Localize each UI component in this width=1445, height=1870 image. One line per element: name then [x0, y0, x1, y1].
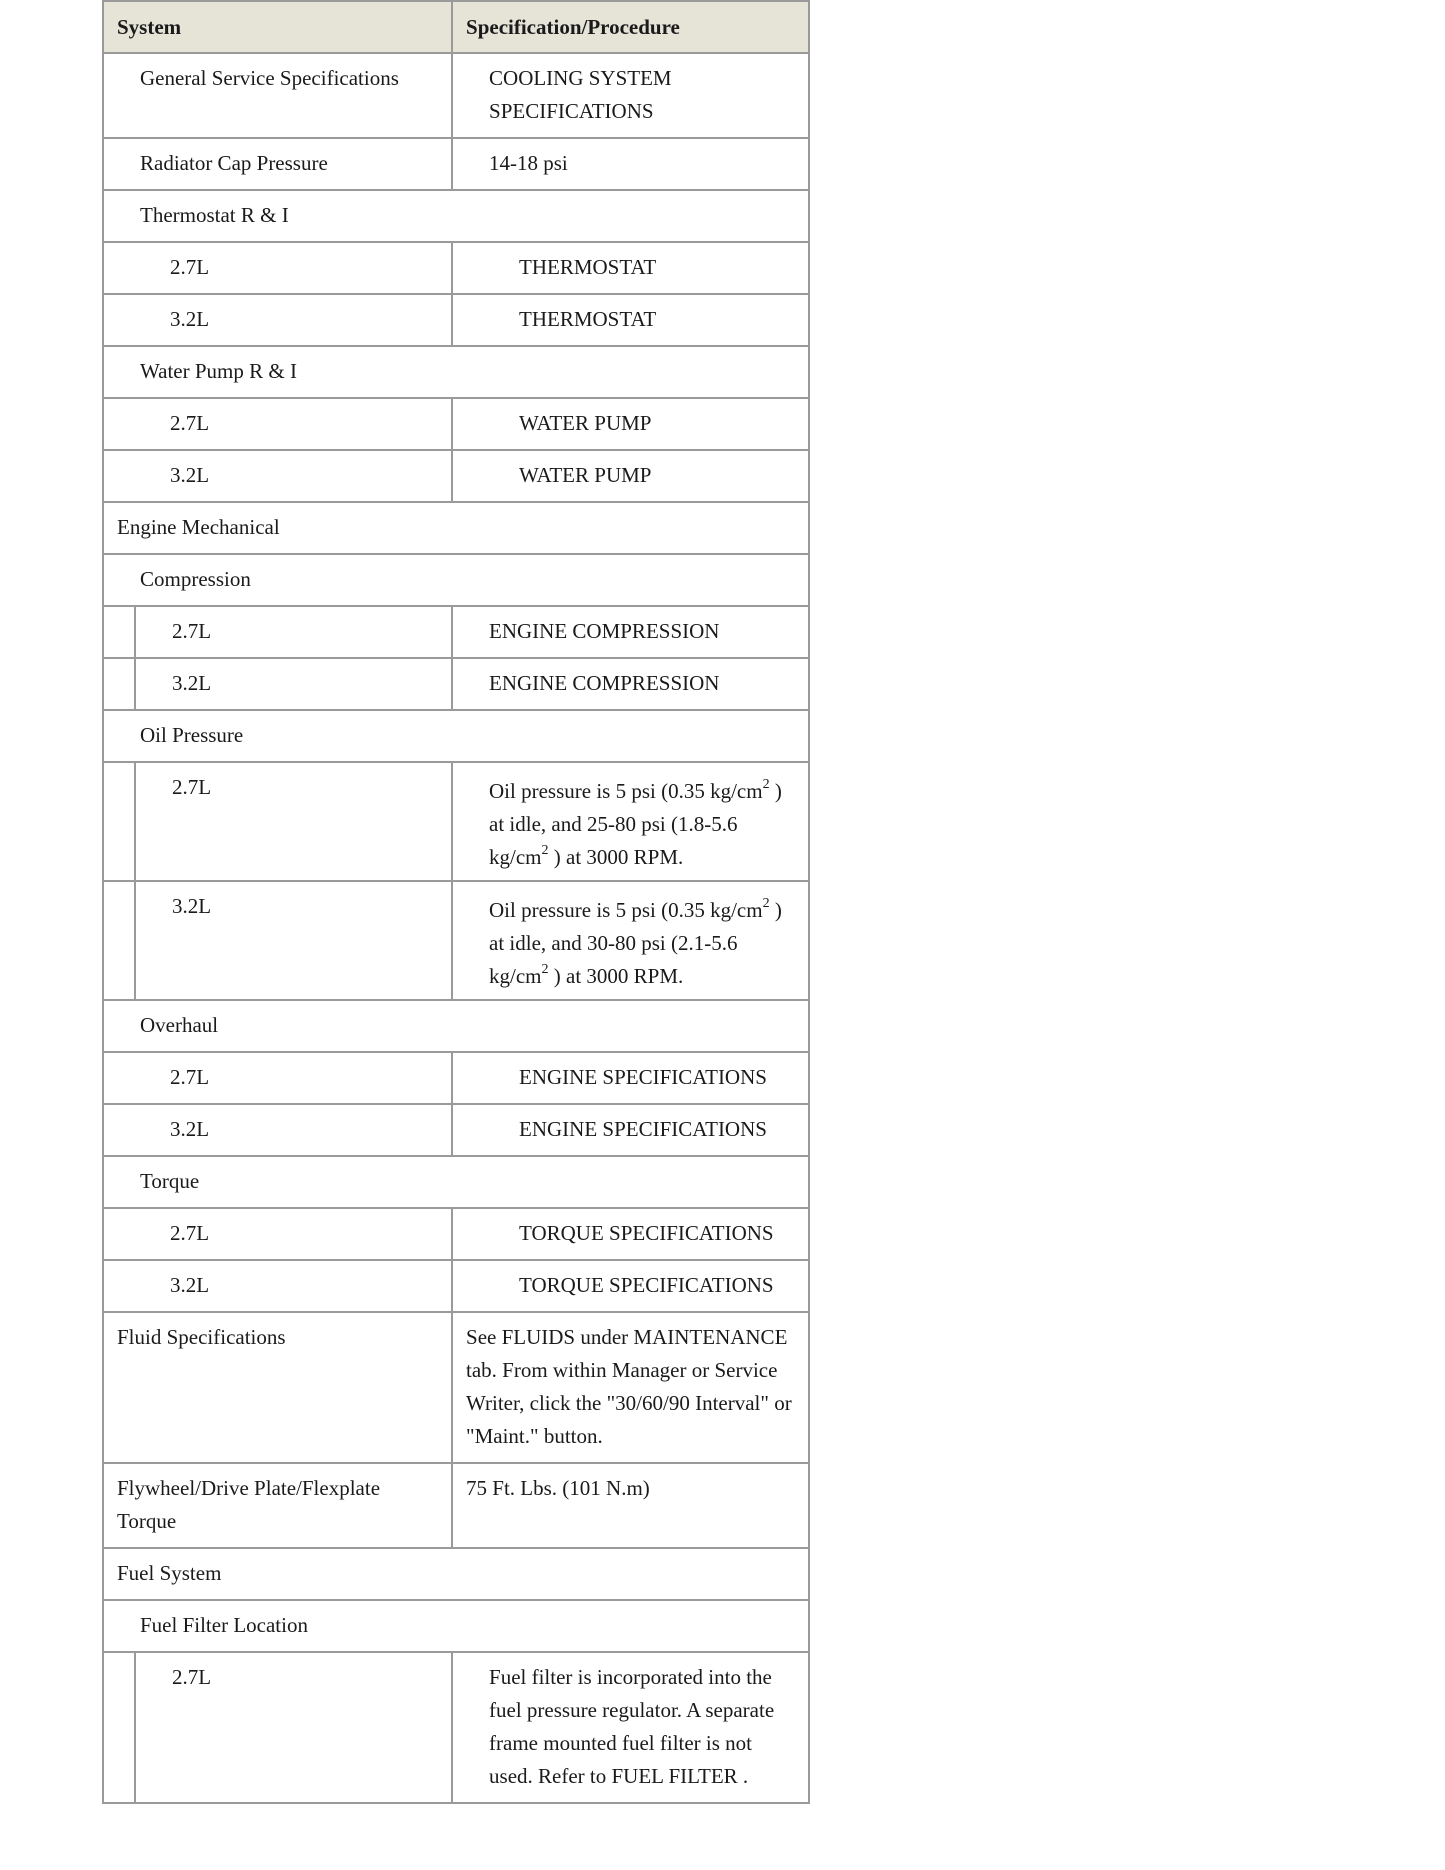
row-label-torque-2-7l: 2.7L [170, 1221, 210, 1245]
value-radiator-cap-pressure: 14-18 psi [489, 151, 568, 175]
link-thermostat-3-2l[interactable]: THERMOSTAT [519, 307, 657, 331]
oil-sup-b: 2 [541, 843, 549, 858]
table-row [103, 53, 809, 138]
indent-stub [103, 881, 135, 1000]
table-row [103, 1208, 809, 1260]
table-section-row [103, 502, 809, 554]
table-row [103, 242, 809, 294]
oil-sup-a: 2 [762, 777, 770, 792]
row-label-oil-3-2l: 3.2L [172, 894, 212, 918]
table-row [103, 1463, 809, 1548]
section-engine-mechanical: Engine Mechanical [117, 515, 280, 539]
row-label-fluid-specs: Fluid Specifications [117, 1325, 286, 1349]
table-row [103, 294, 809, 346]
row-label-overhaul-2-7l: 2.7L [170, 1065, 210, 1089]
table-row [103, 1260, 809, 1312]
table-section-row [103, 1548, 809, 1600]
indent-stub [103, 762, 135, 881]
table-row [103, 606, 809, 658]
row-label-oil-2-7l: 2.7L [172, 775, 212, 799]
oil-text-b: ) at idle, and 30-80 psi (2.1-5.6 kg/cm [489, 898, 782, 988]
indent-stub [103, 606, 135, 658]
oil-sup-b: 2 [541, 962, 549, 977]
row-label-radiator-cap: Radiator Cap Pressure [140, 151, 328, 175]
link-engine-compression-3-2l[interactable]: ENGINE COMPRESSION [489, 671, 720, 695]
value-fuel-filter-2-7l: Fuel filter is incorporated into the fuel pressure regulator. A separate frame mounted fuel filter is not used. Refer to FUEL FILTER . [489, 1665, 775, 1788]
table-group-row [103, 554, 809, 606]
value-fluid-specs: See FLUIDS under MAINTENANCE tab. From within Manager or Service Writer, click the "30/60/90 Interval" or "Maint." button. [466, 1325, 792, 1448]
table-row [103, 138, 809, 190]
section-fuel-system: Fuel System [117, 1561, 222, 1585]
table-row [103, 450, 809, 502]
table-row [103, 1652, 809, 1803]
table-group-row [103, 1600, 809, 1652]
table-group-row [103, 1000, 809, 1052]
group-thermostat: Thermostat R & I [140, 203, 289, 227]
row-label-general-service: General Service Specifications [140, 66, 399, 90]
link-torque-specifications-3-2l[interactable]: TORQUE SPECIFICATIONS [519, 1273, 774, 1297]
link-engine-specifications-2-7l[interactable]: ENGINE SPECIFICATIONS [519, 1065, 767, 1089]
group-compression: Compression [140, 567, 251, 591]
row-label-thermostat-3-2l: 3.2L [170, 307, 210, 331]
oil-text-a: Oil pressure is 5 psi (0.35 kg/cm [489, 779, 763, 803]
link-engine-specifications-3-2l[interactable]: ENGINE SPECIFICATIONS [519, 1117, 767, 1141]
group-torque: Torque [140, 1169, 200, 1193]
table-row [103, 1104, 809, 1156]
oil-text-c: ) at 3000 RPM. [548, 845, 684, 869]
link-torque-specifications-2-7l[interactable]: TORQUE SPECIFICATIONS [519, 1221, 774, 1245]
row-label-flywheel: Flywheel/Drive Plate/Flexplate Torque [117, 1476, 381, 1533]
link-engine-compression-2-7l[interactable]: ENGINE COMPRESSION [489, 619, 720, 643]
value-oil-pressure-2-7l [453, 763, 808, 880]
row-label-fuel-filter-2-7l: 2.7L [172, 1665, 212, 1689]
row-label-torque-3-2l: 3.2L [170, 1273, 210, 1297]
link-cooling-system-specifications[interactable]: COOLING SYSTEM SPECIFICATIONS [489, 66, 672, 123]
oil-text-b: ) at idle, and 25-80 psi (1.8-5.6 kg/cm [489, 779, 782, 869]
table-row [103, 762, 809, 881]
specifications-table [102, 0, 810, 1804]
link-water-pump-3-2l[interactable]: WATER PUMP [519, 463, 652, 487]
table-group-row [103, 710, 809, 762]
row-label-compression-2-7l: 2.7L [172, 619, 212, 643]
link-water-pump-2-7l[interactable]: WATER PUMP [519, 411, 652, 435]
oil-text-c: ) at 3000 RPM. [548, 964, 684, 988]
row-label-thermostat-2-7l: 2.7L [170, 255, 210, 279]
value-oil-pressure-3-2l [453, 882, 808, 999]
indent-stub [103, 658, 135, 710]
row-label-compression-3-2l: 3.2L [172, 671, 212, 695]
indent-stub [103, 1652, 135, 1803]
group-oil-pressure: Oil Pressure [140, 723, 244, 747]
table-row [103, 1312, 809, 1463]
row-label-water-pump-2-7l: 2.7L [170, 411, 210, 435]
table-group-row [103, 1156, 809, 1208]
table-row [103, 658, 809, 710]
row-label-water-pump-3-2l: 3.2L [170, 463, 210, 487]
group-fuel-filter-location: Fuel Filter Location [140, 1613, 308, 1637]
table-header-row [103, 1, 809, 53]
table-group-row [103, 346, 809, 398]
oil-text-a: Oil pressure is 5 psi (0.35 kg/cm [489, 898, 763, 922]
table-group-row [103, 190, 809, 242]
header-spec: Specification/Procedure [452, 1, 809, 53]
row-label-overhaul-3-2l: 3.2L [170, 1117, 210, 1141]
table-row [103, 398, 809, 450]
table-row [103, 881, 809, 1000]
link-thermostat-2-7l[interactable]: THERMOSTAT [519, 255, 657, 279]
value-flywheel-torque: 75 Ft. Lbs. (101 N.m) [466, 1476, 650, 1500]
table-row [103, 1052, 809, 1104]
group-overhaul: Overhaul [140, 1013, 219, 1037]
oil-sup-a: 2 [762, 896, 770, 911]
header-system: System [103, 1, 452, 53]
group-water-pump: Water Pump R & I [140, 359, 297, 383]
